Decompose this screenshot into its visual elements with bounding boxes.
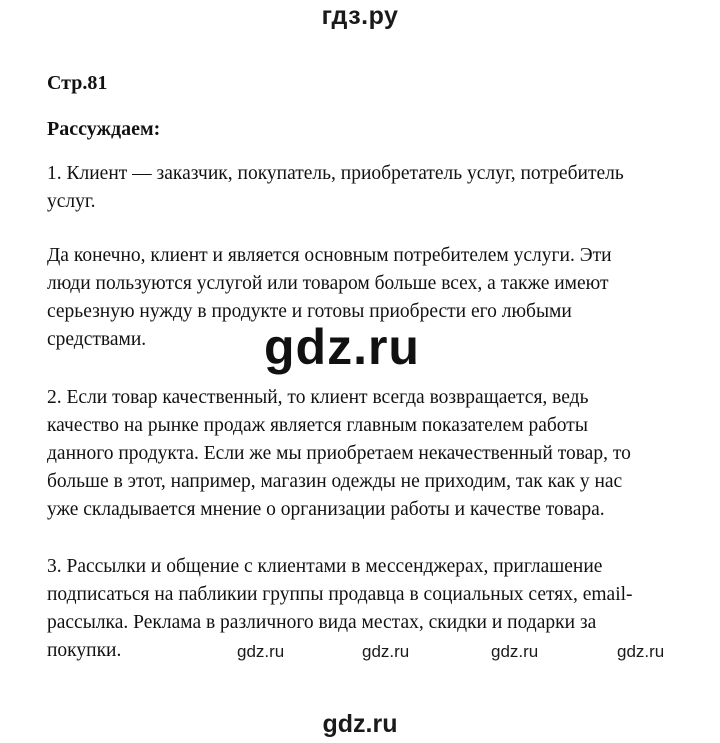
text-line: больше в этот, например, магазин одежды не приходим, так как у нас: [47, 471, 623, 492]
text-line: 2. Если товар качественный, то клиент всегда возвращается, ведь: [47, 387, 589, 408]
watermark-small: gdz.ru: [362, 642, 410, 661]
watermark-small: gdz.ru: [617, 642, 665, 661]
paragraph-1: [47, 160, 624, 216]
text-line: подписаться на пабликии группы продавца в социальных сетях, email-: [47, 584, 633, 605]
site-footer-logo[interactable]: gdz.ru: [322, 710, 398, 738]
watermark-large: gdz.ru: [264, 319, 420, 375]
text-line: уже складывается мнение о организации работы и качестве товара.: [47, 499, 605, 520]
text-line: услуг.: [47, 191, 96, 212]
text-line: 3. Рассылки и общение с клиентами в мессенджерах, приглашение: [47, 556, 603, 577]
text-line: люди пользуются услугой или товаром больше всех, а также имеют: [47, 273, 609, 294]
text-line: покупки.: [47, 640, 122, 661]
text-line: серьезную нужду в продукте и готовы приобрести его любыми: [47, 301, 572, 322]
paragraph-3: [47, 384, 631, 524]
page-title: Стр.81: [47, 72, 108, 94]
section-title: Рассуждаем:: [47, 118, 161, 140]
watermark-small: gdz.ru: [237, 642, 285, 661]
site-header-logo[interactable]: гдз.ру: [321, 2, 399, 30]
text-line: Да конечно, клиент и является основным потребителем услуги. Эти: [47, 245, 612, 266]
text-line: средствами.: [47, 329, 147, 350]
text-line: качество на рынке продаж является главным показателем работы: [47, 415, 588, 436]
watermark-small: gdz.ru: [491, 642, 539, 661]
text-line: данного продукта. Если же мы приобретаем некачественный товар, то: [47, 443, 631, 464]
text-line: 1. Клиент — заказчик, покупатель, приобретатель услуг, потребитель: [47, 163, 624, 184]
paragraph-4: [47, 553, 633, 665]
text-line: рассылка. Реклама в различного вида местах, скидки и подарки за: [47, 612, 597, 633]
